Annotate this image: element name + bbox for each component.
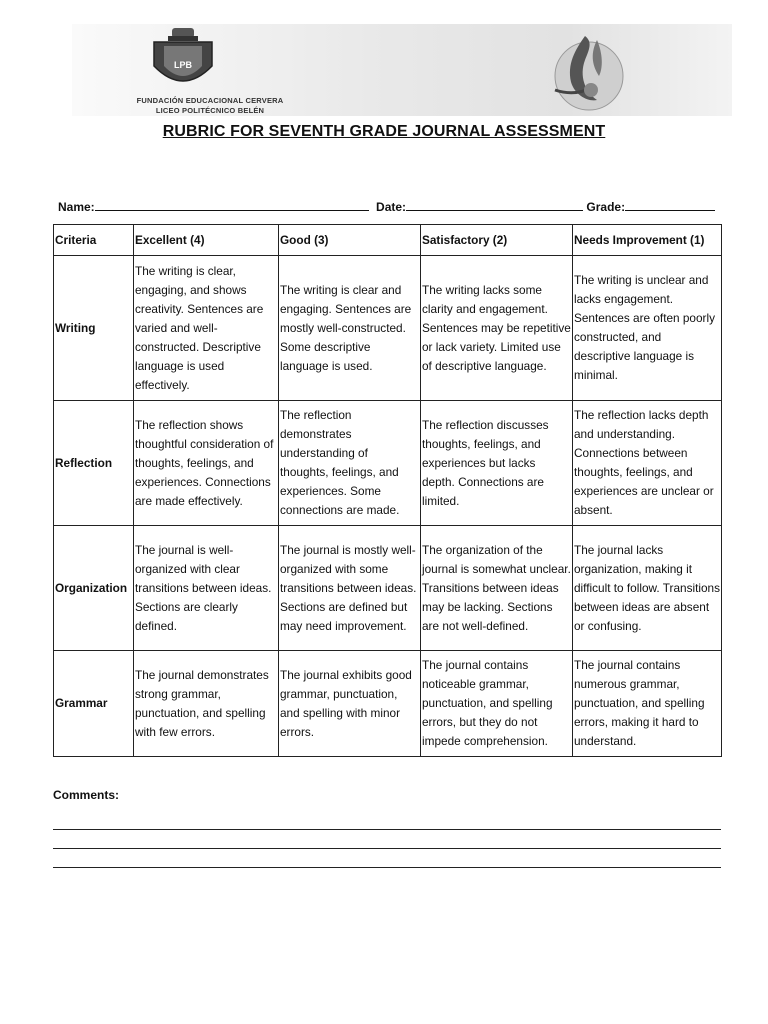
school-name (110, 96, 310, 116)
school-name-line2: LICEO POLITÉCNICO BELÉN (155, 106, 265, 115)
comment-line[interactable] (53, 867, 721, 868)
date-blank[interactable] (406, 198, 583, 211)
grade-blank[interactable] (625, 198, 715, 211)
rubric-table (53, 224, 722, 757)
table-cell: The reflection shows thoughtful consideration of thoughts, feelings, and experiences. Connections are made effectively. (134, 401, 279, 526)
table-header-row (54, 225, 722, 256)
document-title: RUBRIC FOR SEVENTH GRADE JOURNAL ASSESSMENT (162, 123, 606, 140)
table-cell: The writing is clear and engaging. Sentences are mostly well-constructed. Some descriptive language is used. (279, 256, 421, 401)
table-cell: The reflection lacks depth and understanding. Connections between thoughts, feelings, and experiences are unclear or absent. (573, 401, 722, 526)
table-cell: The reflection discusses thoughts, feelings, and experiences but lacks depth. Connections are limited. (421, 401, 573, 526)
table-cell: The writing is unclear and lacks engagement. Sentences are often poorly constructed, and descriptive language is minimal. (573, 256, 722, 401)
criterion-reflection: Reflection (54, 401, 134, 526)
name-label: Name: (58, 200, 95, 214)
comment-line[interactable] (53, 848, 721, 849)
table-cell: The journal is well-organized with clear transitions between ideas. Sections are clearly defined. (134, 526, 279, 651)
header-needs-improvement: Needs Improvement (1) (573, 225, 722, 256)
table-cell: The journal contains numerous grammar, punctuation, and spelling errors, making it hard to understand. (573, 651, 722, 757)
school-crest-icon (150, 26, 216, 94)
header-excellent: Excellent (4) (134, 225, 279, 256)
table-cell: The organization of the journal is somewhat unclear. Transitions between ideas may be lacking. Sections are not well-defined. (421, 526, 573, 651)
header-criteria: Criteria (54, 225, 134, 256)
table-row (54, 651, 722, 757)
table-row (54, 526, 722, 651)
comments-label: Comments: (53, 788, 120, 802)
info-fields (58, 198, 715, 214)
table-cell: The journal lacks organization, making it difficult to follow. Transitions between ideas are absent or confusing. (573, 526, 722, 651)
school-emblem-icon (545, 30, 625, 112)
header-good: Good (3) (279, 225, 421, 256)
table-cell: The writing lacks some clarity and engagement. Sentences may be repetitive or lack variety. Limited use of descriptive language. (421, 256, 573, 401)
criterion-grammar: Grammar (54, 651, 134, 757)
date-label: Date: (376, 200, 407, 214)
header-satisfactory: Satisfactory (2) (421, 225, 573, 256)
crest-text: LPB (174, 60, 192, 70)
table-row (54, 256, 722, 401)
grade-label: Grade: (586, 200, 626, 214)
table-cell: The journal contains noticeable grammar, punctuation, and spelling errors, but they do not impede comprehension. (421, 651, 573, 757)
table-cell: The journal is mostly well-organized with some transitions between ideas. Sections are defined but may need improvement. (279, 526, 421, 651)
table-cell: The reflection demonstrates understanding of thoughts, feelings, and experiences. Some connections are made. (279, 401, 421, 526)
criterion-writing: Writing (54, 256, 134, 401)
comment-line[interactable] (53, 829, 721, 830)
table-cell: The journal exhibits good grammar, punctuation, and spelling with minor errors. (279, 651, 421, 757)
name-blank[interactable] (95, 198, 369, 211)
criterion-organization: Organization (54, 526, 134, 651)
school-name-line1: FUNDACIÓN EDUCACIONAL CERVERA (136, 96, 284, 105)
table-cell: The writing is clear, engaging, and shows creativity. Sentences are varied and well-constructed. Descriptive language is used effectively. (134, 256, 279, 401)
table-cell: The journal demonstrates strong grammar, punctuation, and spelling with few errors. (134, 651, 279, 757)
table-row (54, 401, 722, 526)
